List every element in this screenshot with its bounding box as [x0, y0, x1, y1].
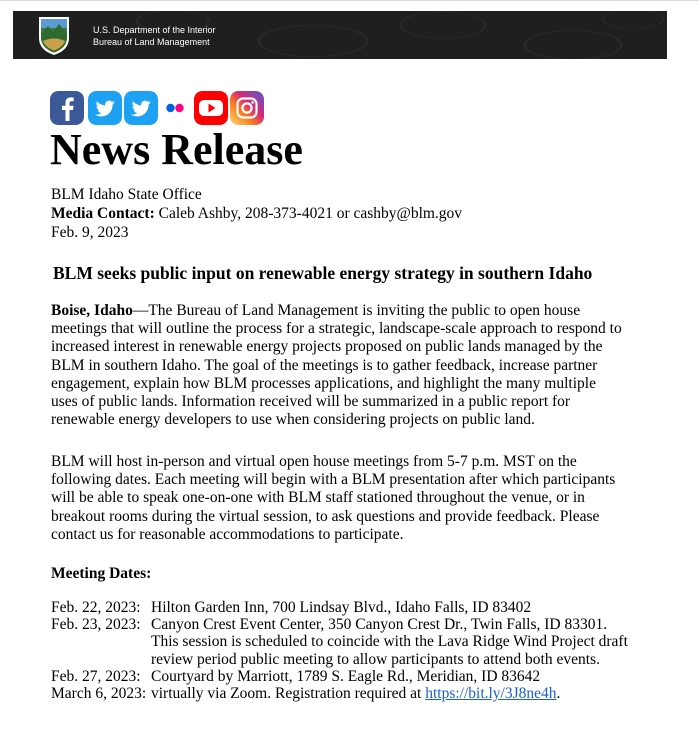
meeting-date: Feb. 22, 2023:	[51, 599, 141, 616]
paragraph-meetings	[51, 453, 615, 544]
meeting-date: March 6, 2023:	[51, 684, 147, 702]
meeting-location-text: virtually via Zoom. Registration required at	[151, 684, 422, 702]
twitter-icon[interactable]	[88, 91, 122, 125]
release-date: Feb. 9, 2023	[51, 224, 129, 241]
page-title: News Release	[50, 125, 303, 174]
twitter-icon[interactable]	[124, 91, 158, 125]
meeting-location	[151, 685, 560, 702]
paragraph-line: BLM in southern Idaho. The goal of the meetings is to gather feedback, increase partner	[51, 356, 598, 374]
meeting-location: Courtyard by Marriott, 1789 S. Eagle Rd., Meridian, ID 83642	[151, 667, 541, 685]
agency-bureau: Bureau of Land Management	[93, 37, 210, 47]
paragraph-line: BLM will host in-person and virtual open house meetings from 5-7 p.m. MST on the	[51, 453, 577, 470]
flickr-icon[interactable]	[158, 91, 192, 125]
facebook-icon[interactable]	[50, 91, 84, 125]
paragraph-line	[51, 302, 622, 320]
dateline: Boise, Idaho	[51, 302, 133, 319]
meeting-note-line: This session is scheduled to coincide with the Lava Ridge Wind Project draft	[151, 633, 628, 651]
media-contact-label: Media Contact:	[51, 205, 155, 222]
meeting-location: Canyon Crest Event Center, 350 Canyon Crest Dr., Twin Falls, ID 83301.	[151, 616, 608, 634]
meeting-dates-heading: Meeting Dates:	[51, 565, 152, 582]
paragraph-line: increased interest in renewable energy projects proposed on public lands managed by the	[51, 338, 603, 356]
media-contact-value: Caleb Ashby, 208-373-4021 or cashby@blm.gov	[158, 205, 463, 222]
release-headline: BLM seeks public input on renewable energy strategy in southern Idaho	[53, 263, 593, 283]
agency-banner	[13, 11, 667, 59]
meeting-location: Hilton Garden Inn, 700 Lindsay Blvd., Idaho Falls, ID 83402	[151, 599, 532, 616]
paragraph-line: following dates. Each meeting will begin with a BLM presentation after which participants	[51, 471, 616, 489]
registration-link[interactable]: https://bit.ly/3J8ne4h	[425, 684, 557, 702]
youtube-icon[interactable]	[194, 91, 228, 125]
agency-department: U.S. Department of the Interior	[93, 25, 216, 35]
paragraph-line: engagement, explain how BLM processes applications, and highlight the many multiple	[51, 374, 596, 392]
paragraph-line: uses of public lands. Information received will be summarized in a public report for	[51, 392, 571, 410]
paragraph-line: breakout rooms during the virtual session, to ask questions and provide feedback. Please	[51, 507, 600, 525]
paragraph-intro	[51, 302, 622, 429]
top-divider	[0, 0, 699, 1]
media-contact	[51, 204, 462, 223]
sentence-end: .	[556, 684, 561, 702]
paragraph-line: renewable energy developers to use when considering projects on public land.	[51, 411, 535, 429]
meeting-note-line: review period public meeting to allow participants to attend both events.	[151, 650, 600, 668]
paragraph-line: contact us for reasonable accommodations to participate.	[51, 525, 404, 543]
office-name: BLM Idaho State Office	[51, 186, 202, 203]
instagram-icon[interactable]	[230, 91, 264, 125]
paragraph-line: meetings that will outline the process for a strategic, landscape-scale approach to respond to	[51, 320, 622, 338]
paragraph-line: will be able to speak one-on-one with BLM staff stationed throughout the venue, or in	[51, 489, 585, 507]
meeting-date: Feb. 23, 2023:	[51, 616, 141, 634]
blm-shield-logo-icon	[37, 14, 71, 56]
meeting-date: Feb. 27, 2023:	[51, 667, 141, 685]
paragraph-text: —The Bureau of Land Management is inviting the public to open house	[132, 302, 581, 319]
